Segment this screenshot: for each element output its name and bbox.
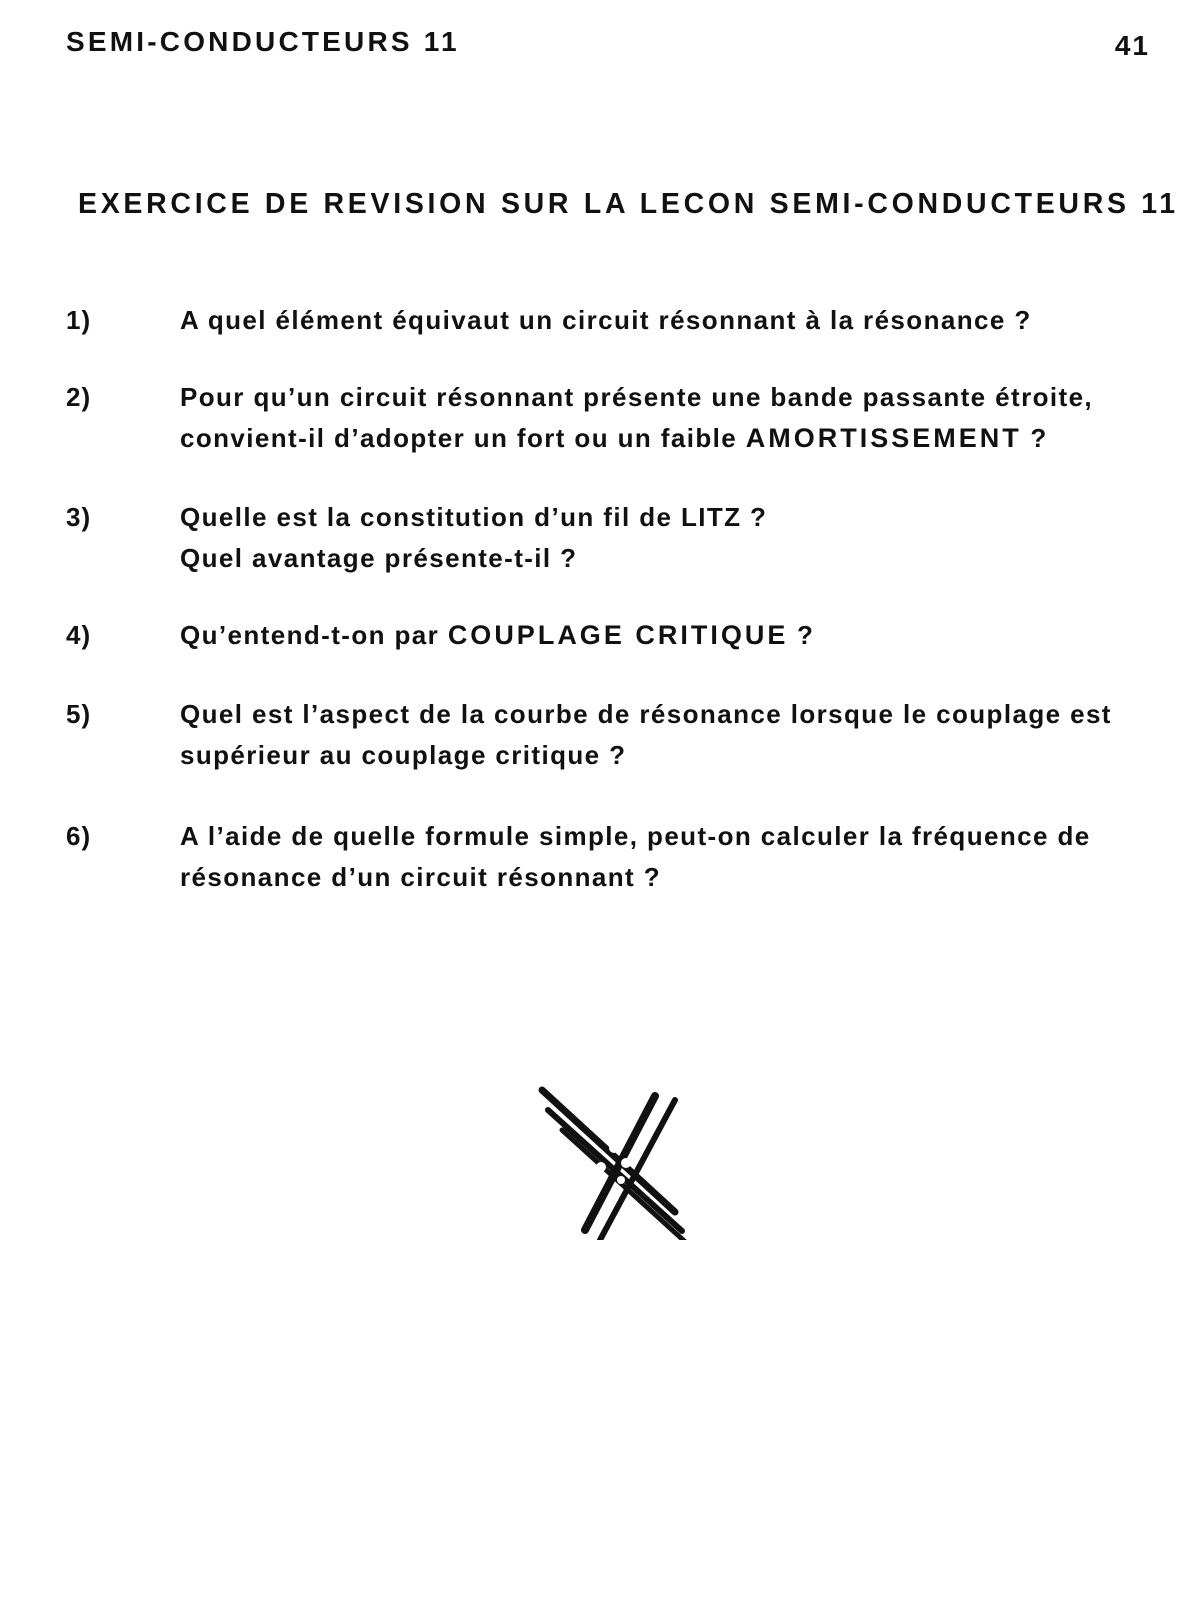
question-text-line [180,615,1174,656]
question-5 [66,694,1174,776]
question-text: A quel élément équivaut un circuit résonnant à la résonance ? [180,305,1032,335]
question-text: A l’aide de quelle formule simple, peut-on calculer la fréquence de [180,821,1091,851]
question-text: Quel est l’aspect de la courbe de résonance lorsque le couplage est [180,699,1112,729]
question-number: 3) [66,502,92,532]
question-text: supérieur au couplage critique ? [180,740,627,770]
page-title: EXERCICE DE REVISION SUR LA LECON SEMI-CONDUCTEURS 11 [78,188,1179,220]
question-text: Quel avantage présente-t-il ? [180,543,578,573]
question-text: Quelle est la constitution d’un fil de LITZ ? [180,502,768,532]
question-number: 1) [66,305,92,335]
question-6 [66,816,1174,898]
question-text-line [180,418,1174,459]
emphasized-term: COUPLAGE CRITIQUE [447,620,789,650]
question-number: 5) [66,699,92,729]
question-4 [66,615,1174,656]
crosshatch-end-ornament-icon [530,1080,710,1240]
question-1 [66,300,1174,341]
running-header: SEMI-CONDUCTEURS 11 [66,26,460,57]
question-number: 4) [66,620,92,650]
emphasized-term: AMORTISSEMENT [745,423,1022,453]
question-list [66,300,1174,898]
question-mark: ? [1021,423,1048,453]
question-text: Pour qu’un circuit résonnant présente une bande passante étroite, [180,382,1094,412]
question-number: 6) [66,821,92,851]
question-text: convient-il d’adopter un fort ou un faible [180,423,746,453]
question-2 [66,377,1174,459]
question-mark: ? [788,620,815,650]
page-number: 41 [1114,30,1150,61]
question-number: 2) [66,382,92,412]
question-3 [66,497,1174,579]
question-text: Qu’entend-t-on par [180,620,448,650]
question-text: résonance d’un circuit résonnant ? [180,862,662,892]
